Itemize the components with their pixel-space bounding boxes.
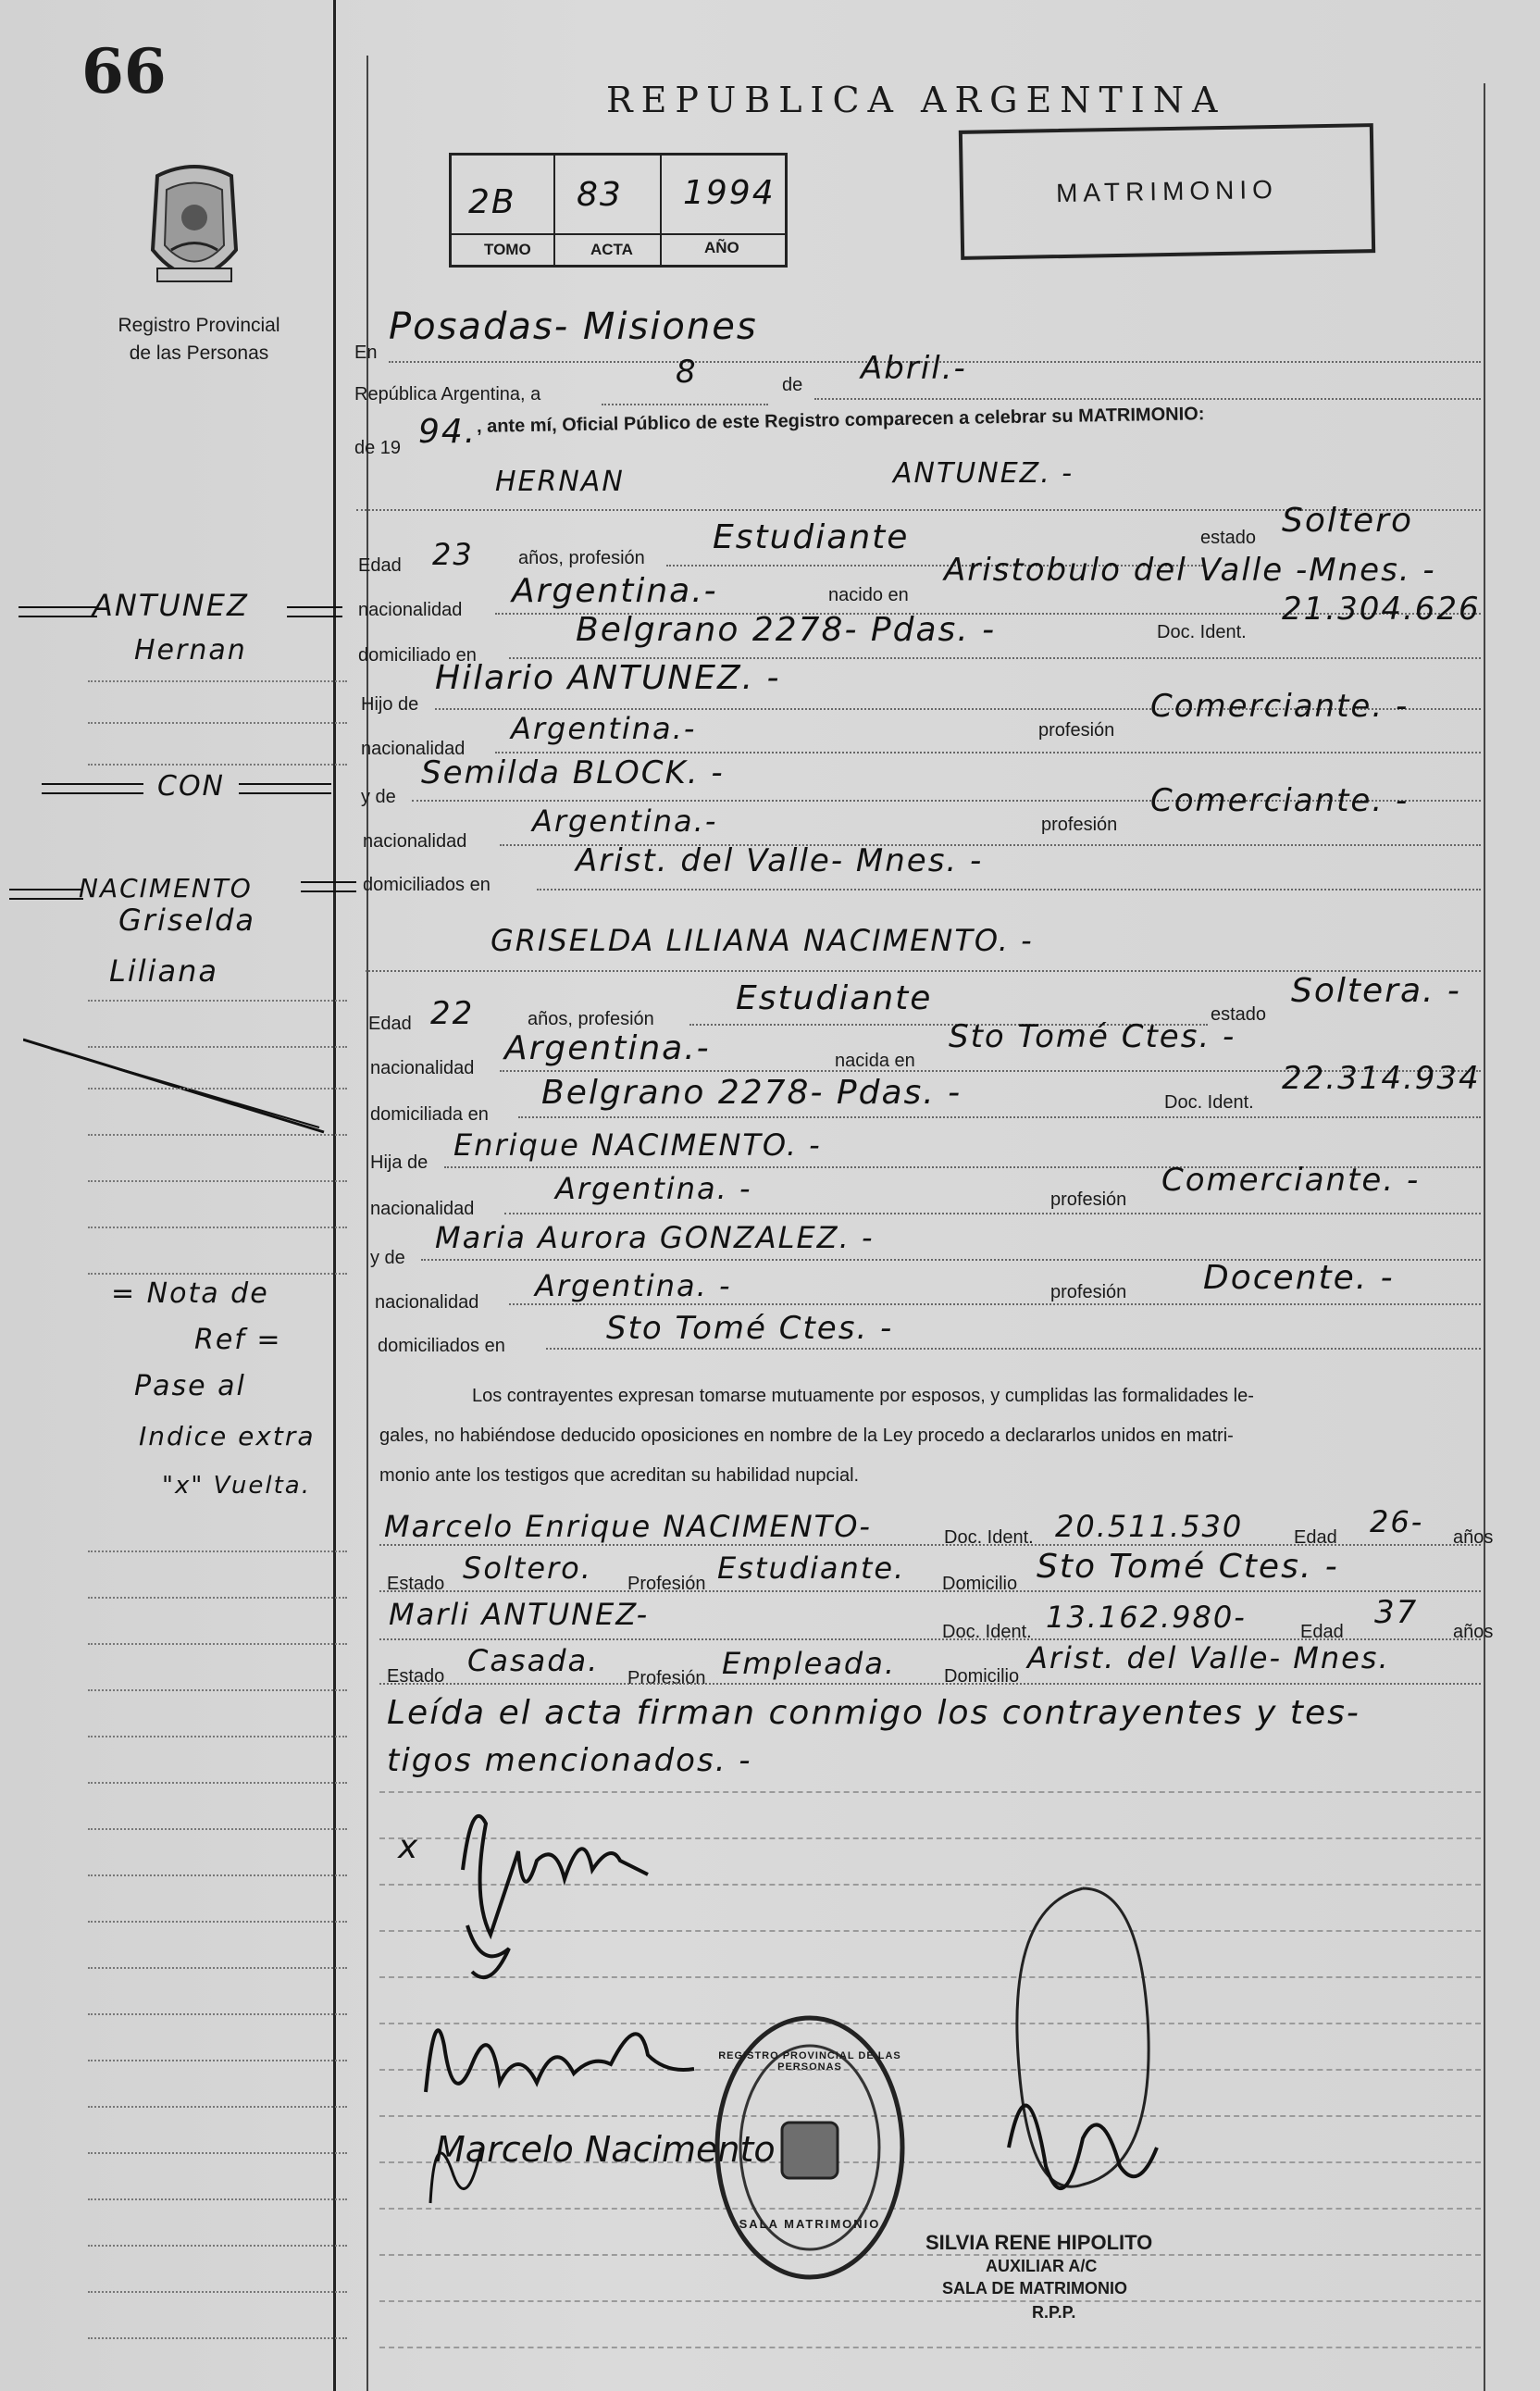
month-value: Abril.- — [861, 350, 967, 387]
margin-rule — [88, 1782, 347, 1784]
ruled-line — [379, 2300, 1481, 2302]
republica-label: República Argentina, a — [354, 384, 541, 405]
groom-doc: 21.304.626 — [1282, 591, 1481, 628]
margin-rule — [88, 1046, 347, 1048]
groom-nac-label: nacionalidad — [358, 600, 463, 620]
witness1-edad-label: Edad — [1294, 1527, 1337, 1548]
margin-rule — [88, 1088, 347, 1090]
margin-rule — [88, 1967, 347, 1969]
official-stamp-line4: R.P.P. — [1032, 2303, 1076, 2322]
witness2-age: 37 — [1374, 1594, 1419, 1631]
witness2-prof-label: Profesión — [627, 1668, 706, 1688]
margin-rule — [88, 2106, 347, 2108]
witness1-estado-line — [379, 1590, 1481, 1592]
witness1-doc-label: Doc. Ident. — [944, 1527, 1034, 1548]
groom-mother-nat-label: nacionalidad — [363, 831, 467, 852]
margin-rule — [88, 2060, 347, 2061]
margin-rule — [88, 2337, 347, 2339]
bride-nationality: Argentina.- — [504, 1029, 711, 1067]
ano-label: AÑO — [704, 239, 739, 256]
bride-father-prof: Comerciante. - — [1161, 1162, 1421, 1199]
margin-rule — [88, 1921, 347, 1923]
record-type-box — [959, 123, 1375, 260]
groom-estado-label: estado — [1200, 528, 1257, 548]
stamp-ring-text: REGISTRO PROVINCIAL DE LAS PERSONAS — [718, 2050, 901, 2073]
groom-father-nat: Argentina.- — [511, 711, 697, 746]
witness2-edad-label: Edad — [1300, 1622, 1344, 1642]
en-label: En — [354, 342, 378, 363]
witness2-anos-label: años — [1453, 1622, 1494, 1642]
margin-rule — [88, 1550, 347, 1552]
bride-estado-label: estado — [1211, 1004, 1267, 1025]
bride-doc-label: Doc. Ident. — [1164, 1092, 1254, 1113]
bride-edad-label: Edad — [368, 1014, 412, 1034]
margin-rule — [88, 2198, 347, 2200]
groom-mother-nat: Argentina.- — [532, 803, 718, 839]
province-seal — [139, 162, 250, 296]
witness2-estado-label: Estado — [387, 1666, 445, 1687]
witness1-age: 26- — [1370, 1504, 1424, 1539]
witness1-name: Marcelo Enrique NACIMENTO- — [384, 1509, 872, 1544]
signature-witness1-text: Marcelo Nacimento — [435, 2129, 776, 2170]
margin-rule — [88, 1227, 347, 1228]
groom-anos-prof-label: años, profesión — [518, 548, 645, 568]
margin-double-rule — [42, 783, 143, 794]
margin-rule — [88, 1828, 347, 1830]
bride-parents-dom: Sto Tomé Ctes. - — [606, 1310, 894, 1347]
page-number: 66 — [81, 35, 167, 107]
groom-y-de-label: y de — [361, 787, 396, 807]
day-value: 8 — [676, 354, 698, 391]
groom-edad-label: Edad — [358, 555, 402, 576]
de19-label: de 19 — [354, 438, 402, 458]
witness1-dom-label: Domicilio — [942, 1574, 1018, 1594]
bride-fullname: GRISELDA LILIANA NACIMENTO. - — [491, 923, 1034, 958]
margin-rule — [88, 1134, 347, 1136]
margin-note-l3: Pase al — [134, 1370, 246, 1402]
groom-estado: Soltero — [1282, 502, 1413, 540]
groom-parents-dom: Arist. del Valle- Mnes. - — [576, 842, 984, 879]
margin-con: CON — [157, 770, 226, 803]
table-label-rule — [452, 233, 785, 235]
margin-rule — [88, 2245, 347, 2247]
groom-hijo-label: Hijo de — [361, 694, 419, 715]
margin-double-rule — [301, 881, 356, 892]
year-suffix-value: 94. — [418, 413, 478, 451]
bride-mother-nat-label: nacionalidad — [375, 1292, 479, 1313]
bride-mother-nat: Argentina. - — [535, 1268, 732, 1303]
groom-dom-label: domiciliado en — [358, 645, 477, 666]
bride-profession: Estudiante — [736, 979, 933, 1017]
table-divider-1 — [553, 156, 555, 265]
bride-nac-label: nacionalidad — [370, 1058, 475, 1078]
groom-domicile: Belgrano 2278- Pdas. - — [576, 611, 997, 649]
margin-rule — [88, 1736, 347, 1737]
ano-value: 1994 — [683, 174, 776, 212]
bride-mother-nat-line — [509, 1303, 1481, 1305]
record-ref-table — [449, 153, 788, 268]
margin-rule — [88, 1597, 347, 1599]
official-stamp-line2: AUXILIAR A/C — [986, 2257, 1098, 2275]
witness2-dom-label: Domicilio — [944, 1666, 1020, 1687]
ruled-line — [379, 2347, 1481, 2348]
left-margin-rule — [333, 0, 336, 2391]
margin-rule — [88, 1643, 347, 1645]
witness1-doc: 20.511.530 — [1055, 1509, 1244, 1544]
margin-rule — [88, 764, 347, 766]
witness1-anos-label: años — [1453, 1527, 1494, 1548]
office-name-line2: de las Personas — [129, 342, 269, 364]
witness2-name: Marli ANTUNEZ- — [389, 1597, 650, 1632]
month-line — [814, 398, 1481, 400]
groom-father-prof: Comerciante. - — [1150, 688, 1410, 725]
margin-given2b: Liliana — [109, 953, 218, 989]
margin-rule — [88, 2152, 347, 2154]
margin-rule — [88, 1689, 347, 1691]
bride-anos-prof-label: años, profesión — [528, 1009, 654, 1029]
groom-parents-dom-line — [537, 889, 1481, 890]
margin-double-rule — [287, 606, 342, 617]
margin-surname2: NACIMENTO — [79, 873, 253, 903]
margin-double-rule — [9, 889, 83, 900]
groom-mother-prof: Comerciante. - — [1150, 782, 1410, 819]
margin-rule — [88, 2013, 347, 2015]
witness1-prof-label: Profesión — [627, 1574, 706, 1594]
signature-mark: x — [398, 1828, 420, 1866]
office-name-line1: Registro Provincial — [118, 315, 280, 336]
day-line — [602, 404, 768, 405]
margin-rule — [88, 1180, 347, 1182]
margin-surname1: ANTUNEZ — [93, 588, 249, 623]
witness1-estado-label: Estado — [387, 1574, 445, 1594]
groom-age: 23 — [432, 537, 474, 572]
groom-name: HERNAN — [495, 466, 625, 498]
witness1-estado: Soltero. — [463, 1550, 592, 1586]
witness1-name-line — [379, 1544, 1481, 1546]
bride-parents-dom-line — [546, 1348, 1481, 1350]
margin-note-l2: Ref = — [194, 1324, 282, 1356]
inner-form-rule — [366, 56, 368, 2391]
acta-value: 83 — [577, 176, 623, 214]
bride-dom-line — [518, 1116, 1481, 1118]
margin-rule — [88, 1000, 347, 1002]
bride-estado: Soltera. - — [1291, 972, 1461, 1010]
declaration-line2: gales, no habiéndose deducido oposiciones en nombre de la Ley procedo a declararlos unidos en matri- — [379, 1426, 1234, 1446]
bride-father-nat: Argentina. - — [555, 1171, 752, 1206]
bride-mother: Maria Aurora GONZALEZ. - — [435, 1220, 875, 1255]
witness2-doc: 13.162.980- — [1046, 1600, 1247, 1635]
margin-note-l4: Indice extra — [139, 1421, 316, 1451]
right-form-rule — [1484, 83, 1485, 2391]
groom-father-prof-label: profesión — [1038, 720, 1115, 741]
de-label: de — [782, 375, 803, 395]
bride-nacida-label: nacida en — [835, 1051, 915, 1071]
bride-dom-label: domiciliada en — [370, 1104, 489, 1125]
closing-line2: tigos mencionados. - — [387, 1742, 752, 1779]
margin-given1: Hernan — [134, 634, 247, 666]
declaration-line1: Los contrayentes expresan tomarse mutuamente por esposos, y cumplidas las formalidades le- — [472, 1386, 1254, 1406]
tomo-label: TOMO — [484, 241, 531, 258]
bride-father: Enrique NACIMENTO. - — [453, 1127, 822, 1163]
record-type-label: MATRIMONIO — [1055, 174, 1279, 208]
groom-father-nat-label: nacionalidad — [361, 739, 466, 759]
margin-note-l1: = Nota de — [111, 1277, 269, 1310]
groom-doc-label: Doc. Ident. — [1157, 622, 1247, 642]
groom-birthplace: Aristobulo del Valle -Mnes. - — [944, 552, 1436, 589]
intro-text: , ante mí, Oficial Público de este Registro comparecen a celebrar su MATRIMONIO: — [476, 404, 1205, 437]
bride-y-de-label: y de — [370, 1248, 405, 1268]
margin-note-l5: "x" Vuelta. — [162, 1472, 311, 1500]
registry-round-stamp — [713, 2013, 907, 2282]
signature-witness1 — [416, 2092, 776, 2226]
groom-parents-dom-label: domiciliados en — [363, 875, 491, 895]
margin-given2a: Griselda — [118, 903, 256, 938]
official-stamp-line3: SALA DE MATRIMONIO — [942, 2279, 1127, 2298]
acta-label: ACTA — [590, 241, 633, 258]
groom-surname: ANTUNEZ. - — [893, 457, 1074, 490]
bride-birthplace: Sto Tomé Ctes. - — [949, 1018, 1236, 1055]
bride-mother-prof: Docente. - — [1203, 1259, 1395, 1297]
groom-profession: Estudiante — [713, 518, 910, 556]
bride-domicile: Belgrano 2278- Pdas. - — [541, 1074, 962, 1112]
groom-nacido-label: nacido en — [828, 585, 909, 605]
witness2-doc-label: Doc. Ident. — [942, 1622, 1032, 1642]
witness1-profession: Estudiante. — [717, 1550, 906, 1586]
bride-age: 22 — [430, 995, 475, 1032]
tomo-value: 2B — [468, 183, 516, 221]
signature-groom — [435, 1787, 676, 1995]
groom-mother: Semilda BLOCK. - — [421, 754, 725, 791]
margin-double-rule — [19, 606, 97, 617]
stamp-inner-text: SALA MATRIMONIO — [739, 2217, 881, 2231]
groom-nationality: Argentina.- — [512, 572, 718, 610]
witness2-estado: Casada. — [467, 1643, 600, 1678]
margin-double-rule — [239, 783, 331, 794]
witness1-domicile: Sto Tomé Ctes. - — [1037, 1548, 1339, 1586]
witness2-domicile: Arist. del Valle- Mnes. — [1027, 1640, 1390, 1675]
closing-line1: Leída el acta firman conmigo los contrayentes y tes- — [387, 1694, 1360, 1732]
bride-father-nat-label: nacionalidad — [370, 1199, 475, 1219]
witness2-estado-line — [379, 1683, 1481, 1685]
margin-rule — [88, 1874, 347, 1876]
witness2-profession: Empleada. — [722, 1646, 896, 1681]
bride-hija-label: Hija de — [370, 1152, 428, 1173]
place-value: Posadas- Misiones — [389, 305, 758, 348]
bride-parents-dom-label: domiciliados en — [378, 1336, 505, 1356]
table-divider-2 — [660, 156, 662, 265]
groom-father: Hilario ANTUNEZ. - — [435, 659, 781, 697]
margin-rule — [88, 722, 347, 724]
groom-father-nat-line — [495, 752, 1481, 753]
margin-rule — [88, 1273, 347, 1275]
margin-rule — [88, 680, 347, 682]
margin-rule — [88, 2291, 347, 2293]
bride-father-prof-label: profesión — [1050, 1189, 1127, 1210]
bride-father-nat-line — [504, 1213, 1481, 1214]
declaration-line3: monio ante los testigos que acreditan su habilidad nupcial. — [379, 1465, 860, 1486]
groom-mother-prof-label: profesión — [1041, 815, 1118, 835]
country-title: REPUBLICA ARGENTINA — [606, 80, 1226, 120]
bride-doc: 22.314.934 — [1282, 1060, 1481, 1097]
bride-mother-prof-label: profesión — [1050, 1282, 1127, 1302]
official-stamp-line1: SILVIA RENE HIPOLITO — [925, 2231, 1153, 2254]
